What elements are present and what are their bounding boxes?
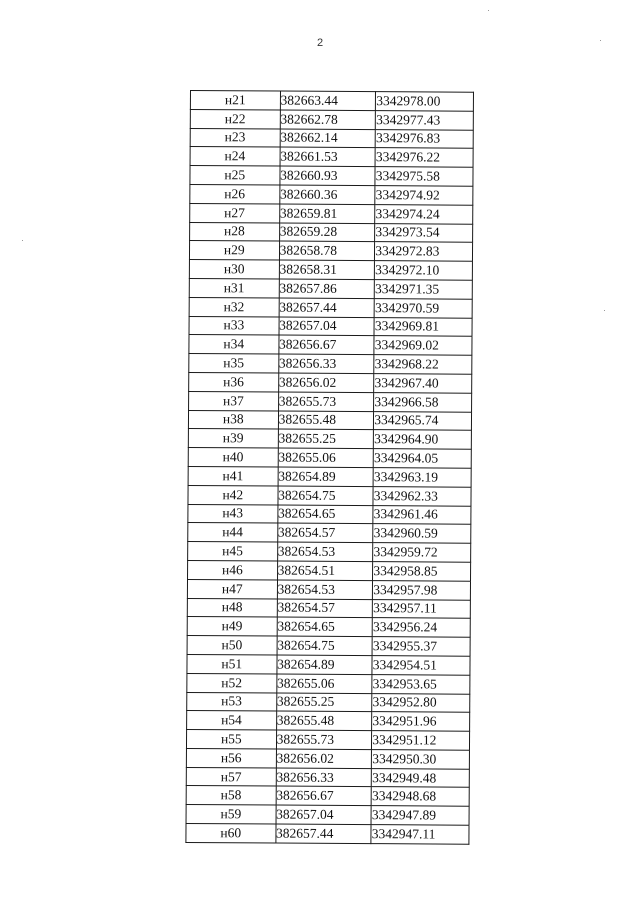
table-row bbox=[187, 579, 470, 600]
y-coordinate-cell: 3342947.89 bbox=[371, 806, 469, 825]
table-row bbox=[190, 203, 473, 224]
point-id-cell: н52 bbox=[187, 673, 277, 692]
scan-speck bbox=[604, 310, 605, 311]
point-id-cell: н36 bbox=[189, 372, 279, 391]
table-row bbox=[188, 485, 471, 506]
point-id-cell: н32 bbox=[189, 297, 279, 316]
x-coordinate-cell: 382656.33 bbox=[276, 768, 372, 787]
point-id-cell: н45 bbox=[188, 542, 278, 561]
point-id-cell: н55 bbox=[186, 730, 276, 749]
point-id-cell: н37 bbox=[189, 391, 279, 410]
coordinates-table-container bbox=[185, 90, 474, 845]
point-id-cell: н48 bbox=[187, 598, 277, 617]
y-coordinate-cell: 3342952.80 bbox=[372, 693, 470, 712]
table-row bbox=[189, 354, 472, 375]
y-coordinate-cell: 3342947.11 bbox=[371, 825, 469, 844]
y-coordinate-cell: 3342951.12 bbox=[372, 731, 470, 750]
point-id-cell: н47 bbox=[187, 579, 277, 598]
x-coordinate-cell: 382662.14 bbox=[280, 129, 376, 148]
y-coordinate-cell: 3342967.40 bbox=[374, 374, 472, 393]
x-coordinate-cell: 382659.81 bbox=[279, 204, 375, 223]
y-coordinate-cell: 3342961.46 bbox=[373, 505, 471, 524]
x-coordinate-cell: 382663.44 bbox=[280, 91, 376, 110]
x-coordinate-cell: 382657.86 bbox=[279, 279, 375, 298]
x-coordinate-cell: 382656.02 bbox=[276, 749, 372, 768]
y-coordinate-cell: 3342969.02 bbox=[374, 336, 472, 355]
table-row bbox=[190, 166, 473, 187]
x-coordinate-cell: 382659.28 bbox=[279, 223, 375, 242]
y-coordinate-cell: 3342960.59 bbox=[373, 524, 471, 543]
point-id-cell: н38 bbox=[188, 410, 278, 429]
table-row bbox=[189, 241, 472, 262]
x-coordinate-cell: 382658.78 bbox=[279, 241, 375, 260]
y-coordinate-cell: 3342951.96 bbox=[372, 712, 470, 731]
table-row bbox=[190, 184, 473, 205]
x-coordinate-cell: 382655.48 bbox=[276, 711, 372, 730]
point-id-cell: н25 bbox=[190, 166, 280, 185]
x-coordinate-cell: 382654.57 bbox=[277, 523, 373, 542]
table-row bbox=[187, 598, 470, 619]
y-coordinate-cell: 3342948.68 bbox=[371, 787, 469, 806]
y-coordinate-cell: 3342972.10 bbox=[375, 261, 473, 280]
x-coordinate-cell: 382656.33 bbox=[278, 354, 374, 373]
x-coordinate-cell: 382655.73 bbox=[276, 730, 372, 749]
scan-speck bbox=[488, 10, 489, 11]
x-coordinate-cell: 382655.73 bbox=[278, 392, 374, 411]
point-id-cell: н34 bbox=[189, 335, 279, 354]
y-coordinate-cell: 3342957.98 bbox=[373, 580, 471, 599]
y-coordinate-cell: 3342965.74 bbox=[374, 411, 472, 430]
table-row bbox=[187, 692, 470, 713]
x-coordinate-cell: 382654.75 bbox=[278, 486, 374, 505]
y-coordinate-cell: 3342956.24 bbox=[372, 618, 470, 637]
y-coordinate-cell: 3342964.05 bbox=[373, 449, 471, 468]
x-coordinate-cell: 382654.89 bbox=[278, 467, 374, 486]
table-row bbox=[188, 429, 471, 450]
y-coordinate-cell: 3342963.19 bbox=[373, 468, 471, 487]
point-id-cell: н54 bbox=[187, 711, 277, 730]
x-coordinate-cell: 382655.25 bbox=[276, 693, 372, 712]
table-row bbox=[188, 560, 471, 581]
table-row bbox=[187, 654, 470, 675]
table-row bbox=[188, 466, 471, 487]
table-row bbox=[189, 391, 472, 412]
y-coordinate-cell: 3342976.83 bbox=[375, 129, 473, 148]
x-coordinate-cell: 382655.06 bbox=[278, 448, 374, 467]
table-row bbox=[186, 805, 469, 826]
y-coordinate-cell: 3342969.81 bbox=[374, 317, 472, 336]
table-row bbox=[189, 372, 472, 393]
x-coordinate-cell: 382654.53 bbox=[277, 580, 373, 599]
y-coordinate-cell: 3342972.83 bbox=[375, 242, 473, 261]
point-id-cell: н44 bbox=[188, 523, 278, 542]
point-id-cell: н22 bbox=[190, 109, 280, 128]
x-coordinate-cell: 382654.75 bbox=[277, 636, 373, 655]
table-row bbox=[186, 730, 469, 751]
table-row bbox=[187, 636, 470, 657]
y-coordinate-cell: 3342970.59 bbox=[374, 298, 472, 317]
point-id-cell: н53 bbox=[187, 692, 277, 711]
point-id-cell: н57 bbox=[186, 767, 276, 786]
x-coordinate-cell: 382654.57 bbox=[277, 599, 373, 618]
table-row bbox=[187, 617, 470, 638]
table-row bbox=[188, 504, 471, 525]
point-id-cell: н42 bbox=[188, 485, 278, 504]
y-coordinate-cell: 3342974.92 bbox=[375, 186, 473, 205]
table-row bbox=[188, 410, 471, 431]
table-row bbox=[188, 523, 471, 544]
y-coordinate-cell: 3342966.58 bbox=[374, 392, 472, 411]
table-row bbox=[187, 673, 470, 694]
y-coordinate-cell: 3342950.30 bbox=[372, 750, 470, 769]
x-coordinate-cell: 382658.31 bbox=[279, 260, 375, 279]
point-id-cell: н58 bbox=[186, 786, 276, 805]
x-coordinate-cell: 382654.65 bbox=[277, 505, 373, 524]
table-row bbox=[190, 109, 473, 130]
point-id-cell: н56 bbox=[186, 748, 276, 767]
y-coordinate-cell: 3342954.51 bbox=[372, 656, 470, 675]
point-id-cell: н50 bbox=[187, 636, 277, 655]
x-coordinate-cell: 382661.53 bbox=[280, 147, 376, 166]
y-coordinate-cell: 3342958.85 bbox=[373, 562, 471, 581]
point-id-cell: н27 bbox=[190, 203, 280, 222]
y-coordinate-cell: 3342959.72 bbox=[373, 543, 471, 562]
point-id-cell: н23 bbox=[190, 128, 280, 147]
y-coordinate-cell: 3342973.54 bbox=[375, 223, 473, 242]
point-id-cell: н51 bbox=[187, 654, 277, 673]
table-row bbox=[189, 260, 472, 281]
y-coordinate-cell: 3342974.24 bbox=[375, 204, 473, 223]
x-coordinate-cell: 382654.65 bbox=[277, 617, 373, 636]
table-row bbox=[189, 297, 472, 318]
table-row bbox=[189, 335, 472, 356]
x-coordinate-cell: 382655.25 bbox=[278, 429, 374, 448]
x-coordinate-cell: 382654.53 bbox=[277, 542, 373, 561]
point-id-cell: н35 bbox=[189, 354, 279, 373]
x-coordinate-cell: 382662.78 bbox=[280, 110, 376, 129]
x-coordinate-cell: 382656.02 bbox=[278, 373, 374, 392]
x-coordinate-cell: 382654.89 bbox=[277, 655, 373, 674]
scan-speck bbox=[22, 240, 23, 241]
table-row bbox=[189, 316, 472, 337]
y-coordinate-cell: 3342955.37 bbox=[372, 637, 470, 656]
table-row bbox=[190, 147, 473, 168]
point-id-cell: н24 bbox=[190, 147, 280, 166]
x-coordinate-cell: 382660.36 bbox=[279, 185, 375, 204]
y-coordinate-cell: 3342964.90 bbox=[374, 430, 472, 449]
x-coordinate-cell: 382655.06 bbox=[276, 674, 372, 693]
point-id-cell: н59 bbox=[186, 805, 276, 824]
point-id-cell: н29 bbox=[189, 241, 279, 260]
point-id-cell: н21 bbox=[190, 91, 280, 110]
point-id-cell: н60 bbox=[186, 824, 276, 843]
table-row bbox=[186, 748, 469, 769]
y-coordinate-cell: 3342949.48 bbox=[372, 768, 470, 787]
x-coordinate-cell: 382656.67 bbox=[276, 787, 372, 806]
point-id-cell: н31 bbox=[189, 278, 279, 297]
y-coordinate-cell: 3342978.00 bbox=[376, 92, 474, 111]
y-coordinate-cell: 3342957.11 bbox=[373, 599, 471, 618]
table-row bbox=[186, 824, 469, 845]
point-id-cell: н26 bbox=[190, 184, 280, 203]
point-id-cell: н30 bbox=[189, 260, 279, 279]
table-row bbox=[186, 786, 469, 807]
table-row bbox=[190, 222, 473, 243]
x-coordinate-cell: 382657.44 bbox=[276, 824, 372, 843]
y-coordinate-cell: 3342953.65 bbox=[372, 674, 470, 693]
coordinates-table-body bbox=[186, 91, 474, 845]
point-id-cell: н28 bbox=[190, 222, 280, 241]
page-number: 2 bbox=[316, 37, 324, 49]
x-coordinate-cell: 382657.44 bbox=[279, 298, 375, 317]
table-row bbox=[187, 711, 470, 732]
table-row bbox=[188, 542, 471, 563]
y-coordinate-cell: 3342977.43 bbox=[376, 110, 474, 129]
x-coordinate-cell: 382654.51 bbox=[277, 561, 373, 580]
point-id-cell: н40 bbox=[188, 448, 278, 467]
x-coordinate-cell: 382655.48 bbox=[278, 411, 374, 430]
y-coordinate-cell: 3342962.33 bbox=[373, 486, 471, 505]
table-row bbox=[188, 448, 471, 469]
table-row bbox=[186, 767, 469, 788]
x-coordinate-cell: 382657.04 bbox=[279, 317, 375, 336]
table-row bbox=[190, 128, 473, 149]
point-id-cell: н49 bbox=[187, 617, 277, 636]
point-id-cell: н39 bbox=[188, 429, 278, 448]
coordinates-table bbox=[185, 90, 474, 845]
point-id-cell: н43 bbox=[188, 504, 278, 523]
x-coordinate-cell: 382660.93 bbox=[280, 166, 376, 185]
y-coordinate-cell: 3342975.58 bbox=[375, 167, 473, 186]
y-coordinate-cell: 3342971.35 bbox=[375, 280, 473, 299]
y-coordinate-cell: 3342968.22 bbox=[374, 355, 472, 374]
scan-speck bbox=[600, 40, 601, 41]
y-coordinate-cell: 3342976.22 bbox=[375, 148, 473, 167]
x-coordinate-cell: 382656.67 bbox=[279, 335, 375, 354]
x-coordinate-cell: 382657.04 bbox=[276, 805, 372, 824]
table-row bbox=[189, 278, 472, 299]
point-id-cell: н33 bbox=[189, 316, 279, 335]
table-row bbox=[190, 91, 473, 112]
point-id-cell: н41 bbox=[188, 466, 278, 485]
point-id-cell: н46 bbox=[188, 560, 278, 579]
